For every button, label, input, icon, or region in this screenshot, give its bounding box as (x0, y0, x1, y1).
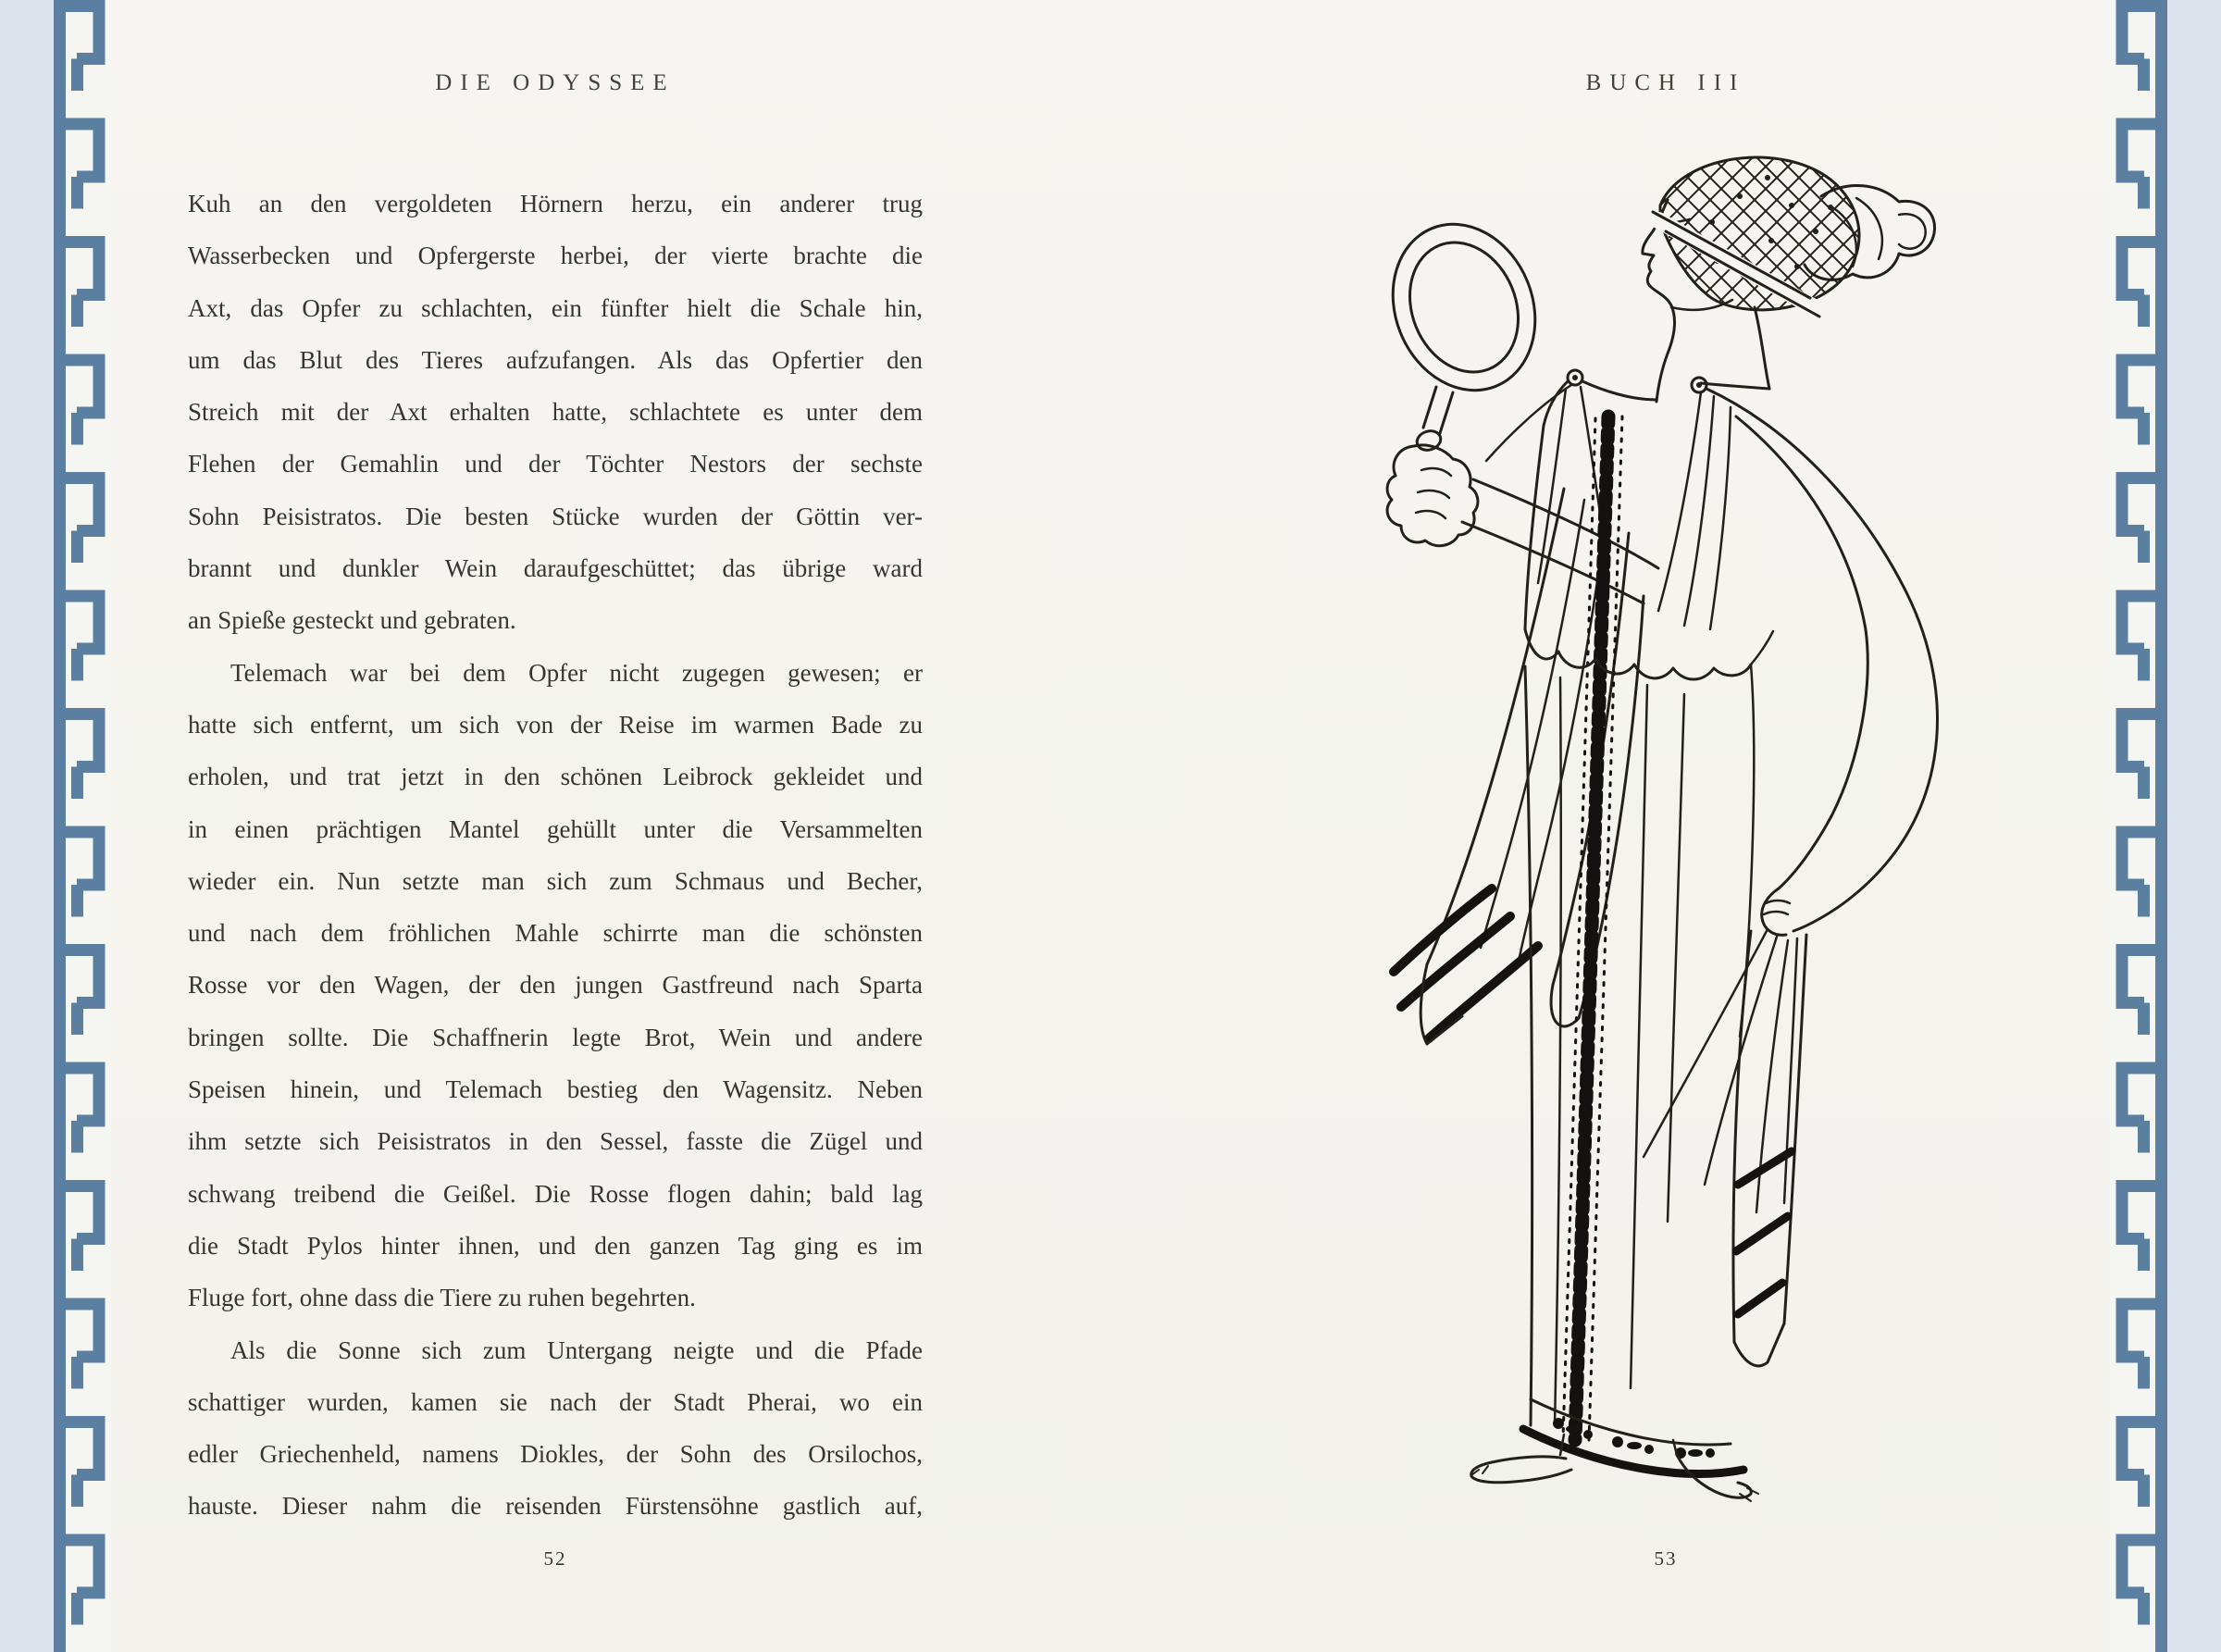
woman-with-mirror-illustration (1333, 111, 1980, 1541)
text-line-2: Wasserbecken und Opfergerste herbei, der vierte brachte die (188, 242, 923, 270)
left-page-edge-strip (0, 0, 54, 1652)
text-line-10: Telemach war bei dem Opfer nicht zugegen gewesen; er (230, 658, 923, 687)
body-text-block (188, 178, 923, 1533)
text-line-7: Sohn Peisistratos. Die besten Stücke wurden der Göttin ver- (188, 502, 923, 530)
text-line-19: ihm setzte sich Peisistratos in den Sessel, fasste die Zügel und (188, 1127, 923, 1156)
text-line-12: erholen, und trat jetzt in den schönen Leibrock gekleidet und (188, 763, 923, 791)
text-line-18: Speisen hinein, und Telemach bestieg den Wagensitz. Neben (188, 1075, 923, 1104)
text-line-20: schwang treibend die Geißel. Die Rosse flogen dahin; bald lag (188, 1179, 923, 1208)
text-line-14: wieder ein. Nun setzte man sich zum Schmaus und Becher, (188, 866, 923, 895)
text-line-3: Axt, das Opfer zu schlachten, ein fünfter hielt die Schale hin, (188, 293, 923, 322)
text-line-17: bringen sollte. Die Schaffnerin legte Brot, Wein und andere (188, 1023, 923, 1051)
text-line-5: Streich mit der Axt erhalten hatte, schlachtete es unter dem (188, 398, 923, 427)
text-line-6: Flehen der Gemahlin und der Töchter Nestors der sechste (188, 450, 923, 478)
greek-key-border-left-icon (54, 0, 111, 1652)
text-line-22: Fluge fort, ohne dass die Tiere zu ruhen begehrten. (188, 1284, 696, 1312)
running-head-left: DIE ODYSSEE (435, 70, 676, 95)
text-line-16: Rosse vor den Wagen, der den jungen Gastfreund nach Sparta (188, 971, 923, 1000)
text-line-23: Als die Sonne sich zum Untergang neigte und die Pfade (230, 1335, 923, 1364)
text-line-11: hatte sich entfernt, um sich von der Reise im warmen Bade zu (188, 710, 923, 739)
text-line-9: an Spieße gesteckt und gebraten. (188, 606, 516, 635)
page-number-right: 53 (1654, 1547, 1678, 1570)
text-line-15: und nach dem fröhlichen Mahle schirrte man die schönsten (188, 919, 923, 948)
text-line-8: brannt und dunkler Wein daraufgeschüttet; das übrige ward (188, 554, 923, 583)
right-page-edge-strip (2167, 0, 2221, 1652)
text-line-13: in einen prächtigen Mantel gehüllt unter die Versammelten (188, 814, 923, 843)
text-line-26: hauste. Dieser nahm die reisenden Fürstensöhne gastlich auf, (188, 1492, 923, 1521)
text-line-25: edler Griechenheld, namens Diokles, der Sohn des Orsilochos, (188, 1440, 923, 1469)
text-line-24: schattiger wurden, kamen sie nach der Stadt Pherai, wo ein (188, 1387, 923, 1416)
text-line-4: um das Blut des Tieres aufzufangen. Als das Opfertier den (188, 345, 923, 374)
text-line-1: Kuh an den vergoldeten Hörnern herzu, ein anderer trug (188, 190, 923, 217)
text-line-21: die Stadt Pylos hinter ihnen, und den ganzen Tag ging es im (188, 1231, 923, 1260)
greek-key-border-right-icon (2110, 0, 2167, 1652)
running-head-right: BUCH III (1585, 70, 1746, 95)
page-number-left: 52 (543, 1547, 567, 1570)
